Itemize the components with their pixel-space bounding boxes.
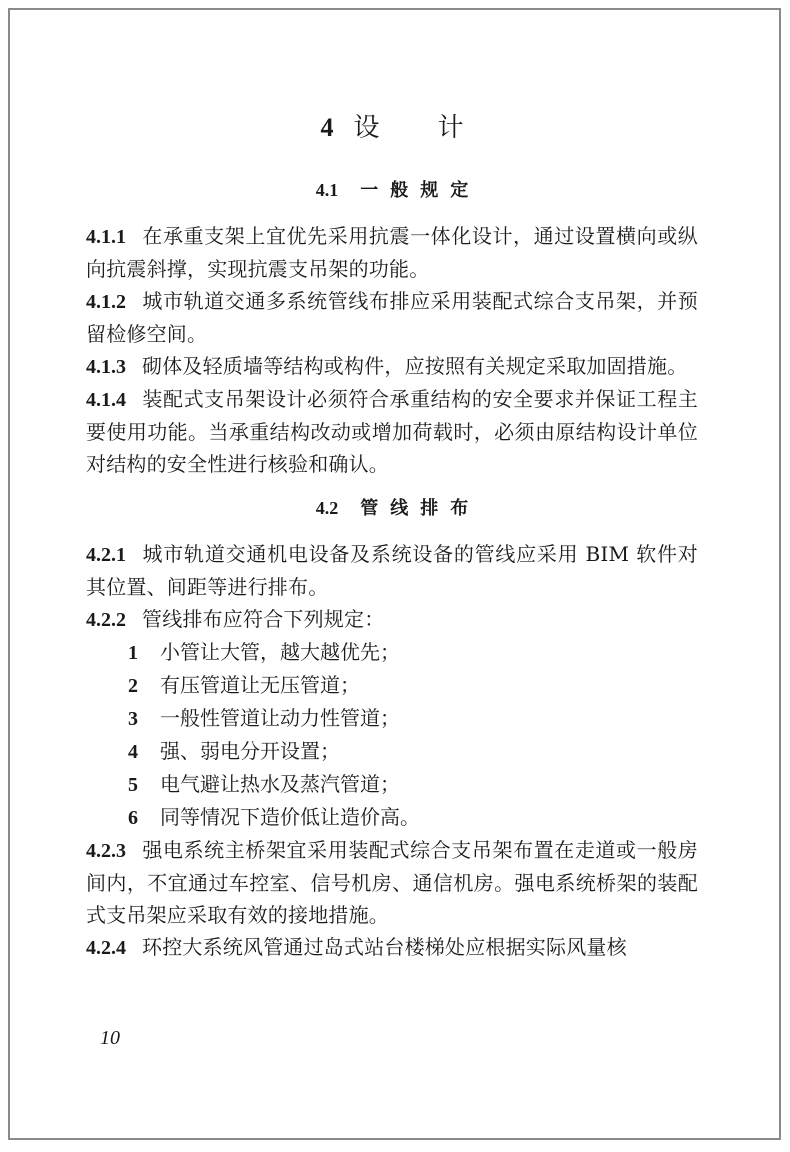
clause bbox=[86, 834, 698, 931]
clause bbox=[86, 285, 698, 350]
list-item-number: 1 bbox=[128, 642, 138, 664]
clause-text: 在承重支架上宜优先采用抗震一体化设计，通过设置横向或纵向抗震斜撑，实现抗震支吊架的功能。 bbox=[86, 224, 698, 281]
section-number: 4.2 bbox=[315, 498, 339, 518]
list-item-text: 强、弱电分开设置； bbox=[160, 739, 340, 763]
list-item-text: 电气避让热水及蒸汽管道； bbox=[160, 772, 400, 796]
list-item-number: 4 bbox=[128, 741, 138, 763]
section-name: 管线排布 bbox=[360, 498, 481, 519]
list-item-text: 同等情况下造价低让造价高。 bbox=[160, 805, 420, 829]
clause-text: 装配式支吊架设计必须符合承重结构的安全要求并保证工程主要使用功能。当承重结构改动或增加荷载时，必须由原结构设计单位对结构的安全性进行核验和确认。 bbox=[86, 387, 698, 476]
document-body bbox=[86, 108, 698, 964]
clause-number: 4.1.2 bbox=[86, 291, 126, 313]
list-item-text: 一般性管道让动力性管道； bbox=[160, 706, 400, 730]
list-item-number: 6 bbox=[128, 807, 138, 829]
section-title bbox=[86, 494, 698, 522]
list-item bbox=[86, 636, 698, 669]
clause bbox=[86, 220, 698, 285]
clause-text: 城市轨道交通机电设备及系统设备的管线应采用 BIM 软件对其位置、间距等进行排布。 bbox=[86, 542, 698, 599]
clause-text: 管线排布应符合下列规定： bbox=[142, 607, 385, 631]
clause-number: 4.1.1 bbox=[86, 226, 126, 248]
section-name: 一般规定 bbox=[360, 180, 481, 201]
clause-text: 砌体及轻质墙等结构或构件，应按照有关规定采取加固措施。 bbox=[142, 354, 688, 378]
clause bbox=[86, 350, 698, 383]
clause-number: 4.1.4 bbox=[86, 389, 126, 411]
chapter-title bbox=[86, 108, 698, 148]
clause bbox=[86, 603, 698, 636]
clause-number: 4.2.2 bbox=[86, 609, 126, 631]
chapter-name: 设计 bbox=[353, 113, 522, 143]
list-item bbox=[86, 768, 698, 801]
list-item-number: 2 bbox=[128, 675, 138, 697]
section-number: 4.1 bbox=[315, 180, 339, 200]
clause bbox=[86, 931, 698, 964]
list-item-text: 有压管道让无压管道； bbox=[160, 673, 360, 697]
list-item bbox=[86, 702, 698, 735]
list-item bbox=[86, 669, 698, 702]
page-number: 10 bbox=[100, 1027, 120, 1049]
clause-number: 4.2.1 bbox=[86, 544, 126, 566]
chapter-number: 4 bbox=[320, 113, 334, 142]
clause-number: 4.2.3 bbox=[86, 840, 126, 862]
clause-number: 4.2.4 bbox=[86, 937, 126, 959]
clause-text: 强电系统主桥架宜采用装配式综合支吊架布置在走道或一般房间内，不宜通过车控室、信号机房、通信机房。强电系统桥架的装配式支吊架应采取有效的接地措施。 bbox=[86, 838, 698, 927]
clause bbox=[86, 538, 698, 603]
clause-number: 4.1.3 bbox=[86, 356, 126, 378]
list-item-number: 3 bbox=[128, 708, 138, 730]
clause-text: 环控大系统风管通过岛式站台楼梯处应根据实际风量核 bbox=[142, 935, 627, 959]
list-item-number: 5 bbox=[128, 774, 138, 796]
list-item bbox=[86, 801, 698, 834]
clause bbox=[86, 383, 698, 480]
clause-text: 城市轨道交通多系统管线布排应采用装配式综合支吊架，并预留检修空间。 bbox=[86, 289, 698, 346]
list-item-text: 小管让大管，越大越优先； bbox=[160, 640, 400, 664]
section-title bbox=[86, 176, 698, 204]
list-item bbox=[86, 735, 698, 768]
